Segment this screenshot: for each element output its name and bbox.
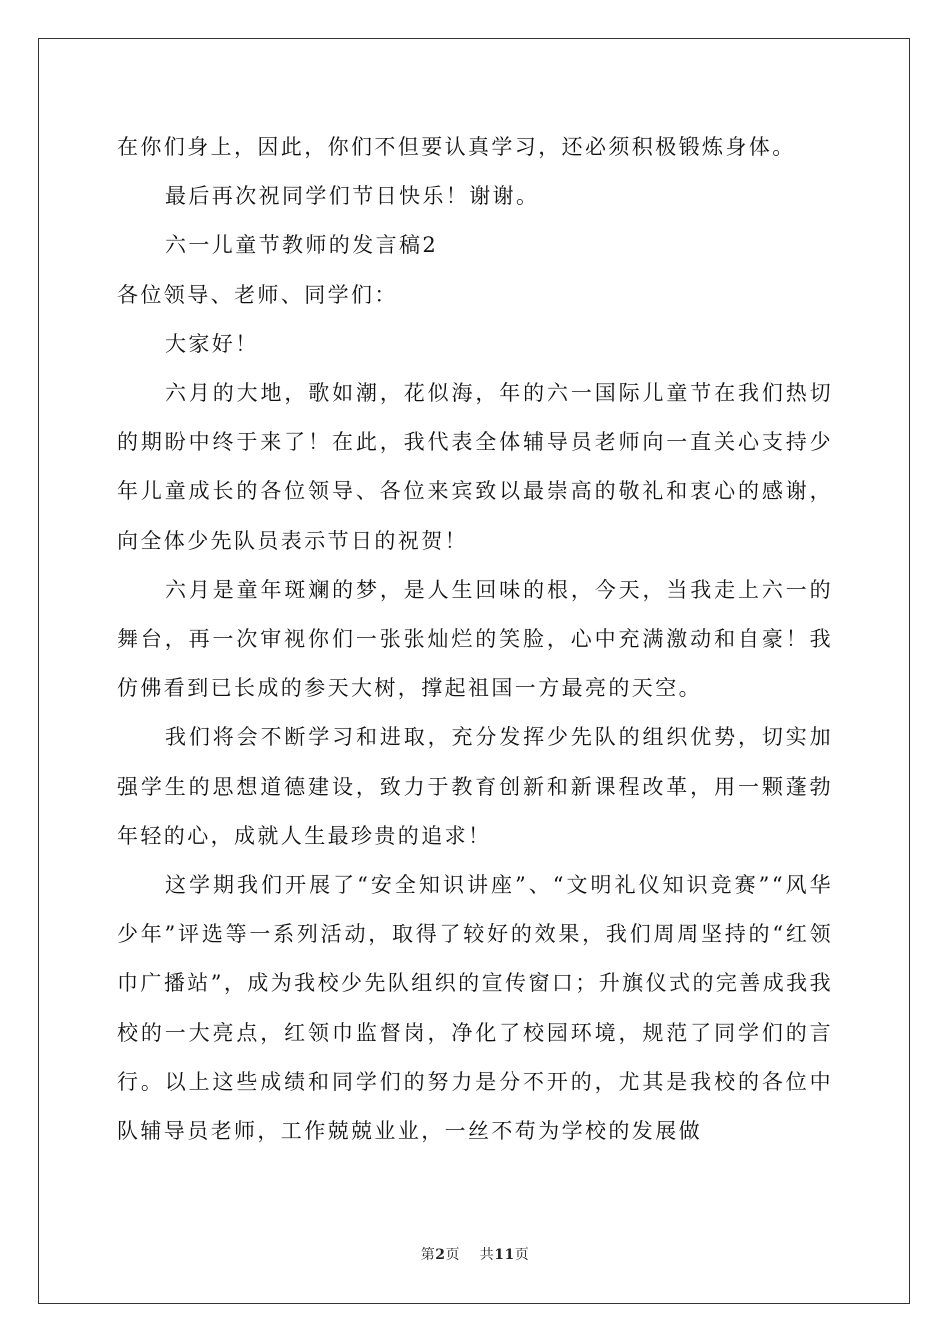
document-body [117, 123, 833, 1156]
paragraph: 我们将会不断学习和进取，充分发挥少先队的组织优势，切实加强学生的思想道德建设，致力于教育创新和新课程改革，用一颗蓬勃年轻的心，成就人生最珍贵的追求！ [117, 725, 833, 848]
paragraph: 各位领导、老师、同学们： [117, 282, 398, 307]
paragraph: 大家好！ [165, 331, 259, 356]
footer-total-suffix: 页 [514, 1247, 530, 1263]
footer-total-number: 11 [494, 1247, 515, 1263]
paragraph: 这学期我们开展了“安全知识讲座”、“文明礼仪知识竞赛”“风华少年”评选等一系列活动，取得了较好的效果，我们周周坚持的“红领巾广播站”，成为我校少先队组织的宣传窗口；升旗仪式的完善成我我校的一大亮点，红领巾监督岗，净化了校园环境，规范了同学们的言行。以上这些成绩和同学们的努力是分不开的，尤其是我校的各位中队辅导员老师，工作兢兢业业，一丝不苟为学校的发展做 [117, 873, 833, 1144]
footer-page-suffix: 页 [445, 1247, 460, 1263]
footer-page-number: 2 [435, 1247, 446, 1263]
page-footer [0, 1244, 950, 1264]
paragraph: 六月的大地，歌如潮，花似海，年的六一国际儿童节在我们热切的期盼中终于来了！在此，我代表全体辅导员老师向一直关心支持少年儿童成长的各位领导、各位来宾致以最崇高的敬礼和衷心的感谢，向全体少先队员表示节日的祝贺！ [117, 381, 833, 553]
paragraph: 在你们身上，因此，你们不但要认真学习，还必须积极锻炼身体。 [117, 135, 796, 159]
paragraph: 六一儿童节教师的发言稿2 [165, 233, 439, 258]
paragraph: 最后再次祝同学们节日快乐！谢谢。 [165, 184, 540, 209]
footer-total-prefix: 共 [479, 1247, 495, 1263]
paragraph: 六月是童年斑斓的梦，是人生回味的根，今天，当我走上六一的舞台，再一次审视你们一张张灿烂的笑脸，心中充满激动和自豪！我仿佛看到已长成的参天大树，撑起祖国一方最亮的天空。 [117, 577, 833, 701]
footer-page-prefix: 第 [420, 1247, 436, 1263]
